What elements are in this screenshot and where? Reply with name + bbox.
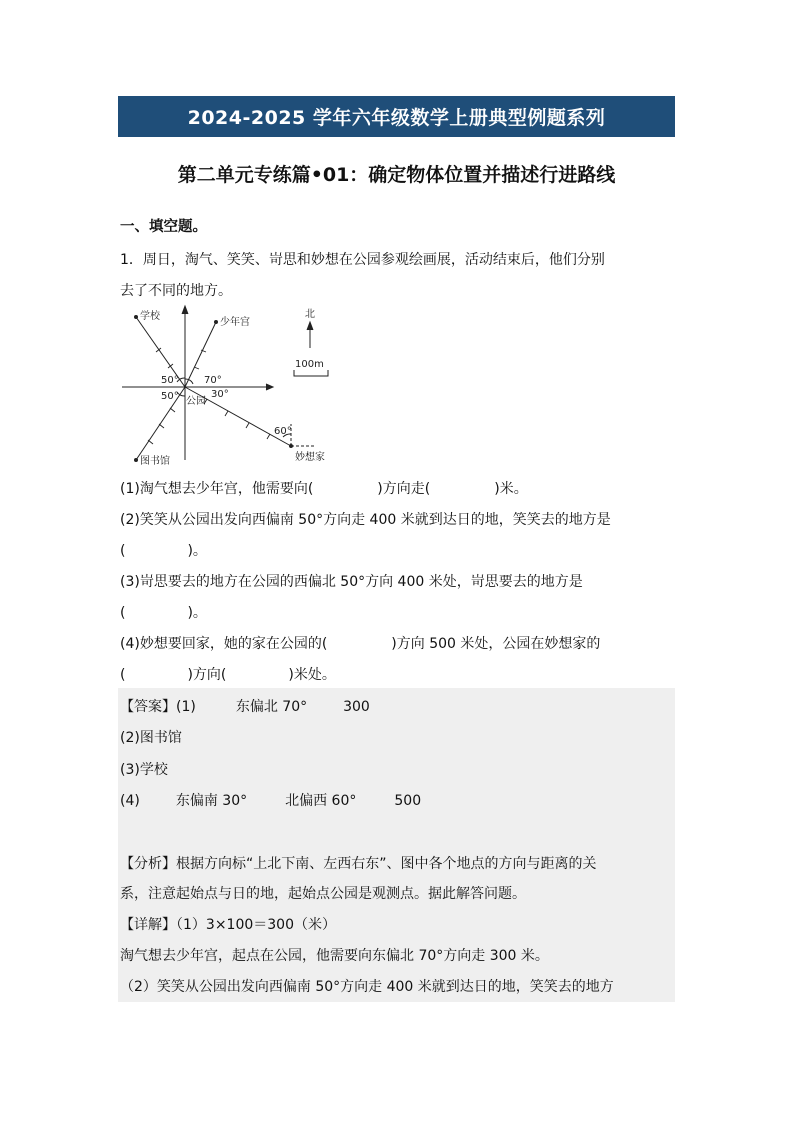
label-angle-home: 60°: [274, 426, 292, 437]
detail-line3: （2）笑笑从公园出发向西偏南 50°方向走 400 米就到达日的地，笑笑去的地方: [120, 979, 614, 995]
sub-question-3-line2: ( )。: [120, 605, 207, 621]
answer-2: (2)图书馆: [120, 730, 182, 746]
document-title: 第二单元专练篇•01：确定物体位置并描述行进路线: [177, 164, 616, 186]
analysis-line1: 【分析】根据方向标“上北下南、左西右东”、图中各个地点的方向与距离的关: [120, 856, 597, 872]
label-angle-sw: 50°: [161, 391, 179, 402]
question-text-line1: 1．周日，淘气、笑笑、岢思和妙想在公园参观绘画展，活动结束后，他们分别: [120, 252, 605, 268]
scale-bar: [294, 370, 328, 376]
sub-question-4-line2: ( )方向( )米处。: [120, 667, 336, 683]
section-heading: 一、填空题。: [120, 219, 207, 235]
sub-question-2-line1: (2)笑笑从公园出发向西偏南 50°方向走 400 米就到达日的地，笑笑去的地方是: [120, 512, 611, 528]
series-banner: 2024-2025 学年六年级数学上册典型例题系列: [118, 96, 675, 137]
detail-line1: 【详解】（1）3×100＝300（米）: [120, 917, 336, 933]
label-school: 学校: [140, 311, 160, 322]
direction-map-figure: [118, 300, 348, 472]
sub-question-2-line2: ( )。: [120, 543, 207, 559]
label-angle-ne: 70°: [204, 375, 222, 386]
label-north: 北: [305, 309, 315, 320]
label-miaoxiang-home: 妙想家: [295, 452, 325, 463]
answer-4: (4) 东偏南 30° 北偏西 60° 500: [120, 793, 422, 809]
label-scale: 100m: [295, 359, 324, 370]
label-park: 公园: [186, 396, 206, 407]
analysis-line2: 系，注意起始点与日的地，起始点公园是观测点。据此解答问题。: [120, 886, 526, 902]
label-angle-nw: 50°: [161, 375, 179, 386]
sub-question-3-line1: (3)岢思要去的地方在公园的西偏北 50°方向 400 米处，岢思要去的地方是: [120, 574, 583, 590]
detail-line2: 淘气想去少年宫，起点在公园，他需要向东偏北 70°方向走 300 米。: [120, 948, 549, 964]
label-library: 图书馆: [140, 456, 170, 467]
question-text-line2: 去了不同的地方。: [120, 283, 232, 299]
sub-question-4-line1: (4)妙想要回家，她的家在公园的( )方向 500 米处，公园在妙想家的: [120, 636, 601, 652]
answer-1: 【答案】(1) 东偏北 70° 300: [120, 699, 370, 715]
sub-question-1: (1)淘气想去少年宫，他需要向( )方向走( )米。: [120, 481, 528, 497]
label-angle-se: 30°: [211, 389, 229, 400]
answer-3: (3)学校: [120, 762, 168, 778]
label-youth-palace: 少年宫: [220, 317, 250, 328]
